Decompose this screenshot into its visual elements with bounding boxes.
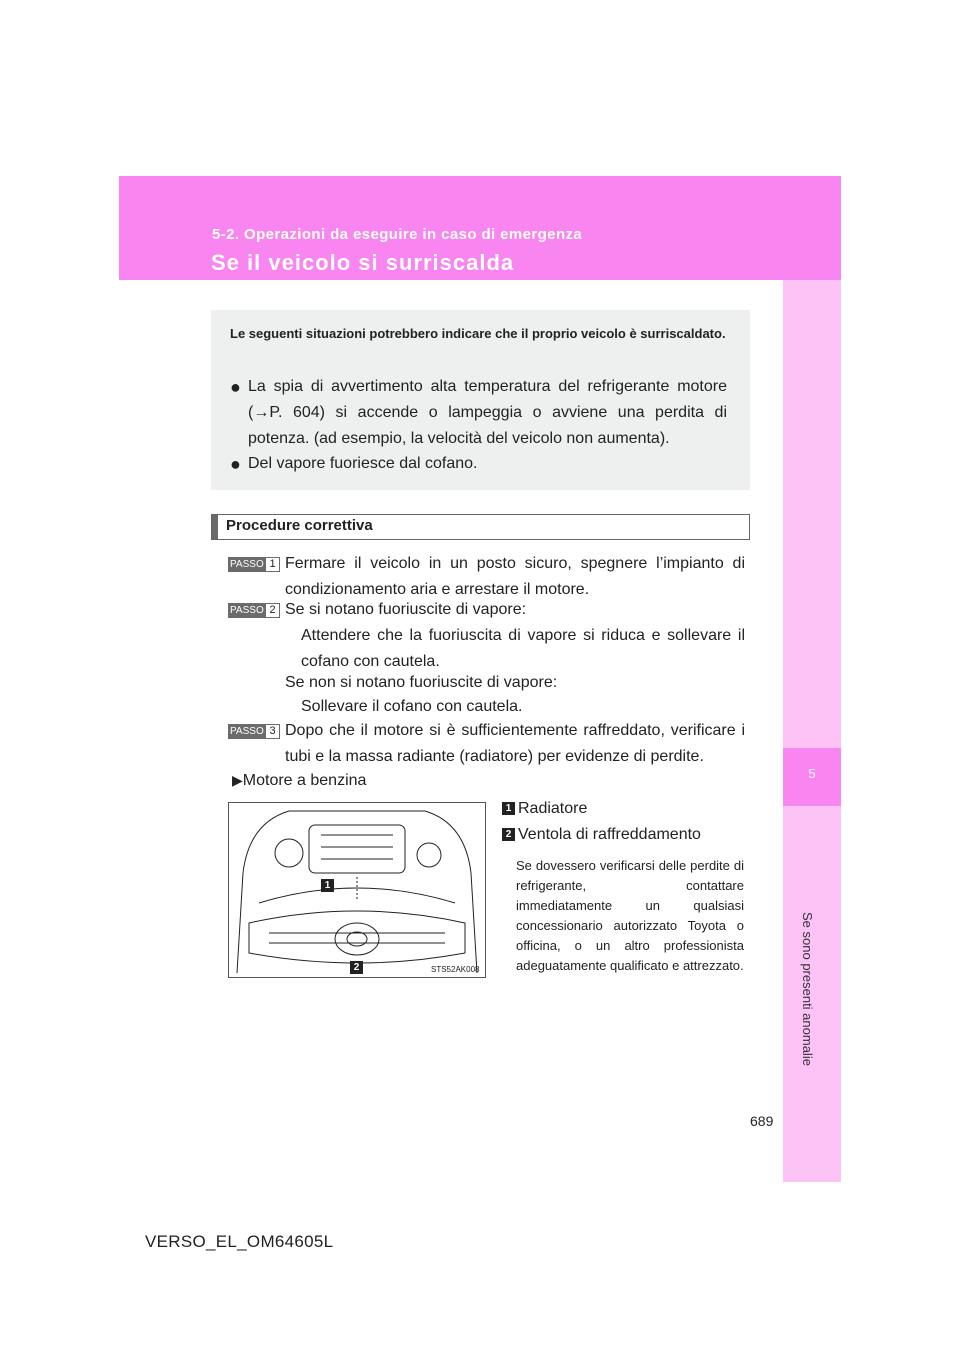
triangle-right-icon: ▶ bbox=[232, 772, 243, 788]
intro-text: Le seguenti situazioni potrebbero indicare che il proprio veicolo è surriscaldato. bbox=[230, 326, 726, 341]
fan-housing bbox=[335, 923, 379, 955]
step-badge-3: PASSO 3 bbox=[228, 724, 280, 739]
air-filter bbox=[417, 843, 441, 867]
coolant-note: Se dovessero verificarsi delle perdite di refrigerante, contattare immediatamente un qualsiasi concessionario autorizzato Toyota o officina, o un altro professionista adeguatamente qualificato e attrezzato. bbox=[516, 858, 744, 973]
legend-badge-1: 1 bbox=[502, 802, 515, 815]
chapter-number: 5 bbox=[808, 766, 816, 781]
engine-illustration bbox=[228, 802, 486, 978]
document-code: VERSO_EL_OM64605L bbox=[145, 1232, 334, 1251]
section-label: 5-2. Operazioni da eseguire in caso di emergenza bbox=[212, 226, 583, 243]
engine-cover bbox=[309, 825, 405, 873]
procedure-heading: Procedure correttiva bbox=[211, 514, 750, 540]
callout-1: 1 bbox=[321, 879, 334, 892]
step-2-condition2: Se non si notano fuoriuscite di vapore: bbox=[285, 674, 558, 691]
engine-drawing bbox=[229, 803, 485, 977]
step-2-sub2: Sollevare il cofano con cautela. bbox=[301, 698, 523, 715]
reservoir bbox=[275, 839, 303, 867]
page-title: Se il veicolo si surriscalda bbox=[211, 250, 515, 275]
chapter-title: Se sono presenti anomalie bbox=[800, 912, 815, 1066]
page-number: 689 bbox=[750, 1113, 774, 1129]
bullet-dot-icon: ● bbox=[230, 454, 241, 474]
step-2-text: Se si notano fuoriuscite di vapore: bbox=[285, 601, 527, 618]
legend-radiator: Radiatore bbox=[518, 800, 588, 817]
step-badge-1: PASSO 1 bbox=[228, 557, 280, 572]
engine-type-label: ▶Motore a benzina bbox=[232, 772, 367, 789]
legend-fan: Ventola di raffreddamento bbox=[518, 826, 701, 843]
sidebar-tab-top bbox=[783, 280, 841, 748]
bullet-item: ● Del vapore fuoriesce dal cofano. bbox=[230, 451, 727, 477]
bullet-dot-icon: ● bbox=[230, 377, 241, 397]
step-badge-2: PASSO 2 bbox=[228, 603, 280, 618]
step-1-text: Fermare il veicolo in un posto sicuro, spegnere l’impianto di condizionamento aria e arrestare il motore. bbox=[285, 555, 745, 598]
image-code: STS52AK008 bbox=[431, 965, 480, 974]
step-3-text: Dopo che il motore si è sufficientemente raffreddato, verificare i tubi e la massa radiante (radiatore) per evidenze di perdite. bbox=[285, 722, 745, 765]
legend-badge-2: 2 bbox=[502, 828, 515, 841]
bullet-item: ● La spia di avvertimento alta temperatura del refrigerante motore (→P. 604) si accende o lampeggia o avviene una perdita di potenza. (ad esempio, la velocità del veicolo non aumenta). bbox=[230, 374, 727, 452]
step-2-sub1: Attendere che la fuoriuscita di vapore si riduca e sollevare il cofano con cautela. bbox=[301, 627, 745, 670]
callout-2: 2 bbox=[350, 961, 363, 974]
